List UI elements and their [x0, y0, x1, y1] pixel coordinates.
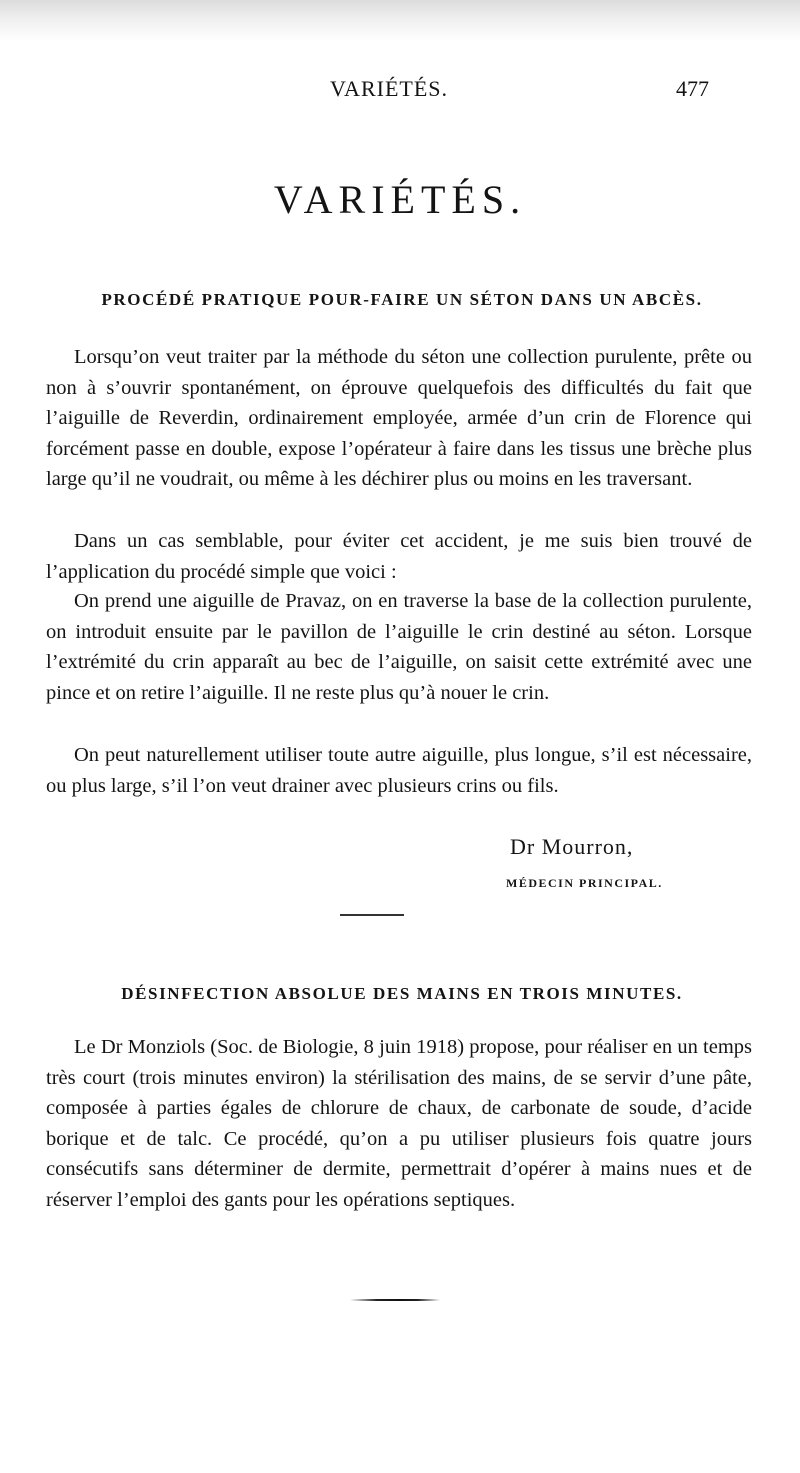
running-head-title: VARIÉTÉS.	[330, 76, 448, 101]
article-heading-seton: PROCÉDÉ PRATIQUE POUR-FAIRE UN SÉTON DANS UN ABCÈS.	[101, 290, 703, 309]
article-paragraph: On peut naturellement utiliser toute autre aiguille, plus longue, s’il est nécessaire, ou plus large, s’il l’on veut drainer avec plusieurs crins ou fils.	[46, 744, 752, 797]
article-paragraph: Lorsqu’on veut traiter par la méthode du séton une collection purulente, prête ou non à s’ouvrir spontanément, on éprouve quelquefois des difficultés du fait que l’aiguille de Reverdin, ordinairement employée, armée d’un crin de Florence qui forcément passe en double, expose l’opérateur à faire dans les tissus une brèche plus large qu’il ne voudrait, ou même à les déchirer plus ou moins en les traversant.	[46, 346, 752, 491]
article-paragraph: Le Dr Monziols (Soc. de Biologie, 8 juin 1918) propose, pour réaliser en un temps très court (trois minutes environ) la stérilisation des mains, de se servir d’une pâte, composée à parties égales de chlorure de chaux, de carbonate de soude, d’acide borique et de talc. Ce procédé, qu’on a pu utiliser plusieurs fois quatre jours consécutifs sans déterminer de dermite, permettrait d’opérer à mains nues et de réserver l’emploi des gants pour les opérations septiques.	[46, 1036, 752, 1211]
running-head	[0, 76, 800, 106]
article-paragraph: Dans un cas semblable, pour éviter cet accident, je me suis bien trouvé de l’application du procédé simple que voici :	[46, 530, 752, 583]
article-heading-desinfection: DÉSINFECTION ABSOLUE DES MAINS EN TROIS MINUTES.	[121, 984, 683, 1003]
signature-title: MÉDECIN PRINCIPAL.	[506, 876, 663, 890]
page-number: 477	[676, 76, 709, 101]
end-ornament-rule	[350, 1299, 440, 1301]
section-title: VARIÉTÉS.	[273, 177, 527, 222]
signature-name: Dr Mourron,	[510, 834, 634, 859]
scan-shadow	[0, 0, 800, 42]
article-paragraph: On prend une aiguille de Pravaz, on en traverse la base de la collection purulente, on introduit ensuite par le pavillon de l’aiguille le crin destiné au séton. Lorsque l’extrémité du crin apparaît au bec de l’aiguille, on saisit cette extrémité avec une pince et on retire l’aiguille. Il ne reste plus qu’à nouer le crin.	[46, 590, 752, 704]
section-divider	[340, 914, 404, 916]
